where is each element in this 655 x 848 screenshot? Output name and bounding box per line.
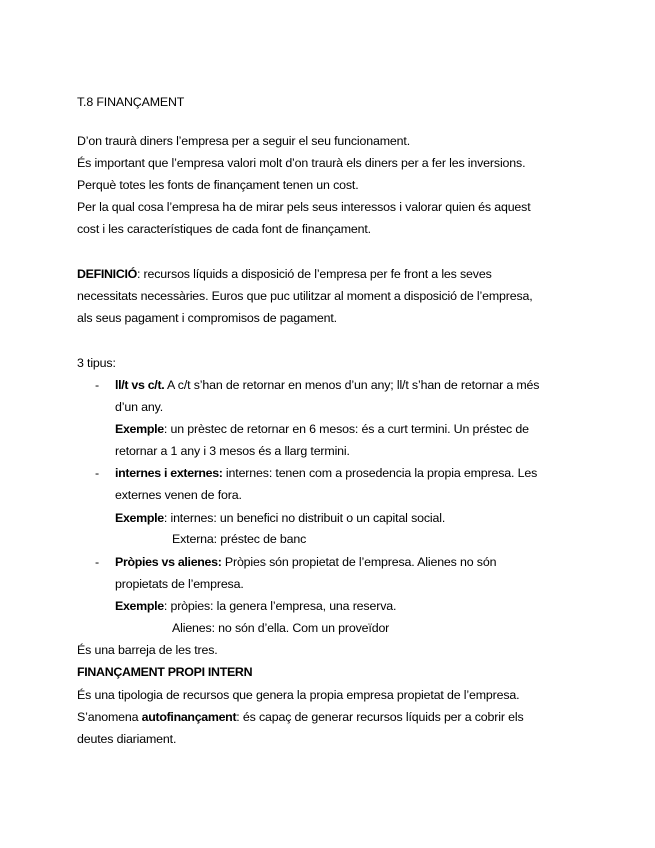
intro-line-2: És important que l’empresa valori molt d’on traurà els diners per a fer les inversions. <box>77 156 526 170</box>
section-heading <box>77 664 252 680</box>
type-1-example-line-1 <box>115 421 529 437</box>
type-1-example-line-2: retornar a 1 any i 3 mesos és a llarg termini. <box>115 444 350 458</box>
type-1-line-1 <box>115 377 539 393</box>
mix-line: És una barreja de les tres. <box>77 643 218 657</box>
section-heading-text: FINANÇAMENT PROPI INTERN <box>77 665 253 679</box>
type-2-text: internes: tenen com a prosedencia la propia empresa. Les <box>222 466 538 480</box>
bullet-dash: - <box>95 378 99 392</box>
type-3-term: Pròpies vs alienes: <box>115 555 222 569</box>
type-3-line-1 <box>115 554 496 570</box>
definition-line-2: necessitats necessàries. Euros que puc utilitzar al moment a disposició de l’empresa, <box>77 289 533 303</box>
definition-line-3: als seus pagament i compromisos de pagament. <box>77 311 337 325</box>
type-2-line-2: externes venen de fora. <box>115 488 242 502</box>
section-line-3: deutes diariament. <box>77 732 177 746</box>
document-title: T.8 FINANÇAMENT <box>77 95 185 109</box>
example-label: Exemple <box>115 511 164 525</box>
section-line-2-post: : és capaç de generar recursos líquids per a cobrir els <box>236 710 524 724</box>
definition-term: DEFINICIÓ <box>77 267 137 281</box>
definition-text: : recursos líquids a disposició de l’empresa per fe front a les seves <box>136 267 492 281</box>
type-3-example-line-1 <box>115 598 396 614</box>
intro-line-1: D’on traurà diners l’empresa per a seguir el seu funcionament. <box>77 134 410 148</box>
definition-line-1 <box>77 266 492 282</box>
section-line-1: És una tipologia de recursos que genera la propia empresa propietat de l’empresa. <box>77 688 520 702</box>
type-3-text: Pròpies són propietat de l’empresa. Alienes no són <box>221 555 497 569</box>
type-1-example-text: : un prèstec de retornar en 6 mesos: és a curt termini. Un préstec de <box>163 422 529 436</box>
types-heading: 3 tipus: <box>77 356 116 370</box>
bullet-dash: - <box>95 466 99 480</box>
intro-line-3: Perquè totes les fonts de finançament tenen un cost. <box>77 178 359 192</box>
section-line-2 <box>77 709 524 725</box>
intro-line-5: cost i les característiques de cada font de finançament. <box>77 222 371 236</box>
type-1-line-2: d’un any. <box>115 400 164 414</box>
type-3-example-extra: Alienes: no són d’ella. Com un proveïdor <box>172 621 390 635</box>
type-2-example-extra: Externa: préstec de banc <box>172 532 307 546</box>
type-2-term: internes i externes: <box>115 466 223 480</box>
example-label: Exemple <box>115 599 164 613</box>
example-label: Exemple <box>115 422 164 436</box>
section-line-2-pre: S’anomena <box>77 710 142 724</box>
type-1-term: ll/t vs c/t. <box>115 378 165 392</box>
type-3-line-2: propietats de l’empresa. <box>115 577 244 591</box>
type-2-example-line-1 <box>115 510 445 526</box>
type-3-example-text: : pròpies: la genera l’empresa, una reserva. <box>163 599 397 613</box>
intro-line-4: Per la qual cosa l’empresa ha de mirar pels seus interessos i valorar quien és aquest <box>77 200 531 214</box>
type-2-example-text: : internes: un benefici no distribuit o un capital social. <box>163 511 446 525</box>
bullet-dash: - <box>95 555 99 569</box>
autofinancament-term: autofinançament <box>141 710 237 724</box>
type-2-line-1 <box>115 465 537 481</box>
type-1-text: A c/t s’han de retornar en menos d’un any; ll/t s’han de retornar a més <box>164 378 540 392</box>
